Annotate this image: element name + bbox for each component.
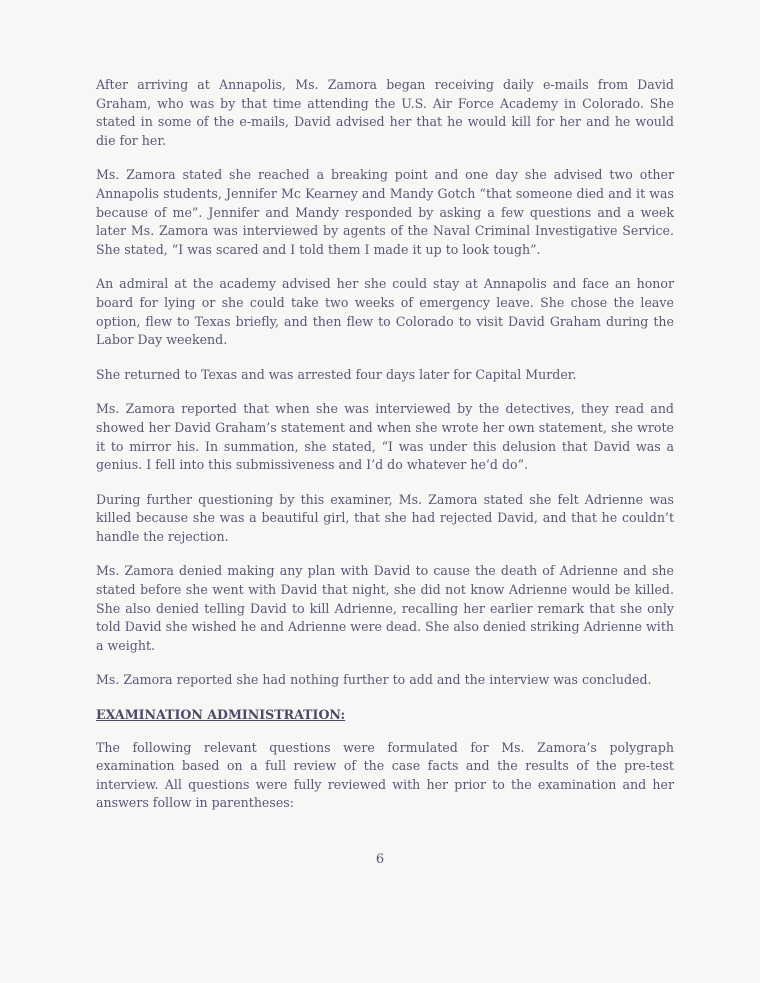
paragraph-email-contact: After arriving at Annapolis, Ms. Zamora began receiving daily e-mails from David Graham, who was by that time attending the U.S. Air Force Academy in Colorado. She stated in some of the e-mails, David advised her that he would kill for her and he would die for her. — [96, 77, 674, 148]
paragraph-relevant-questions: The following relevant questions were formulated for Ms. Zamora’s polygraph examination based on a full review of the case facts and the results of the pre-test interview. All questions were fully reviewed with her prior to the examination and her answers follow in parentheses: — [96, 739, 674, 811]
paragraph-detectives-statement: Ms. Zamora reported that when she was interviewed by the detectives, they read and showed her David Graham’s statement and when she wrote her own statement, she wrote it to mirror his. In summation, she stated, “I was under this delusion that David was a genius. I fell into this submissiveness and I’d do whatever he’d do”. — [96, 401, 674, 473]
page-number: 6 — [375, 852, 385, 867]
paragraph-admiral-leave: An admiral at the academy advised her she could stay at Annapolis and face an honor board for lying or she could take two weeks of emergency leave. She chose the leave option, flew to Texas briefly, and then flew to Colorado to visit David Graham during the Labor Day weekend. — [96, 276, 674, 348]
paragraph-denials: Ms. Zamora denied making any plan with David to cause the death of Adrienne and she stated before she went with David that night, she did not know Adrienne would be killed. She also denied telling David to kill Adrienne, recalling her earlier remark that she only told David she wished he and Adrienne were dead. She also denied striking Adrienne with a weight. — [96, 563, 674, 653]
paragraph-further-questioning: During further questioning by this examiner, Ms. Zamora stated she felt Adrienne was killed because she was a beautiful girl, that she had rejected David, and that he couldn’t handle the rejection. — [96, 491, 674, 544]
paragraph-arrest: She returned to Texas and was arrested four days later for Capital Murder. — [96, 366, 577, 382]
section-heading-examination-administration: EXAMINATION ADMINISTRATION: — [96, 707, 346, 723]
paragraph-interview-concluded: Ms. Zamora reported she had nothing further to add and the interview was concluded. — [96, 672, 652, 688]
paragraph-breaking-point: Ms. Zamora stated she reached a breaking point and one day she advised two other Annapolis students, Jennifer Mc Kearney and Mandy Gotch “that someone died and it was because of me”. Jennifer and Mandy responded by asking a few questions and a week later Ms. Zamora was interviewed by agents of the Naval Criminal Investigative Service. She stated, “I was scared and I told them I made it up to look tough”. — [96, 167, 674, 257]
